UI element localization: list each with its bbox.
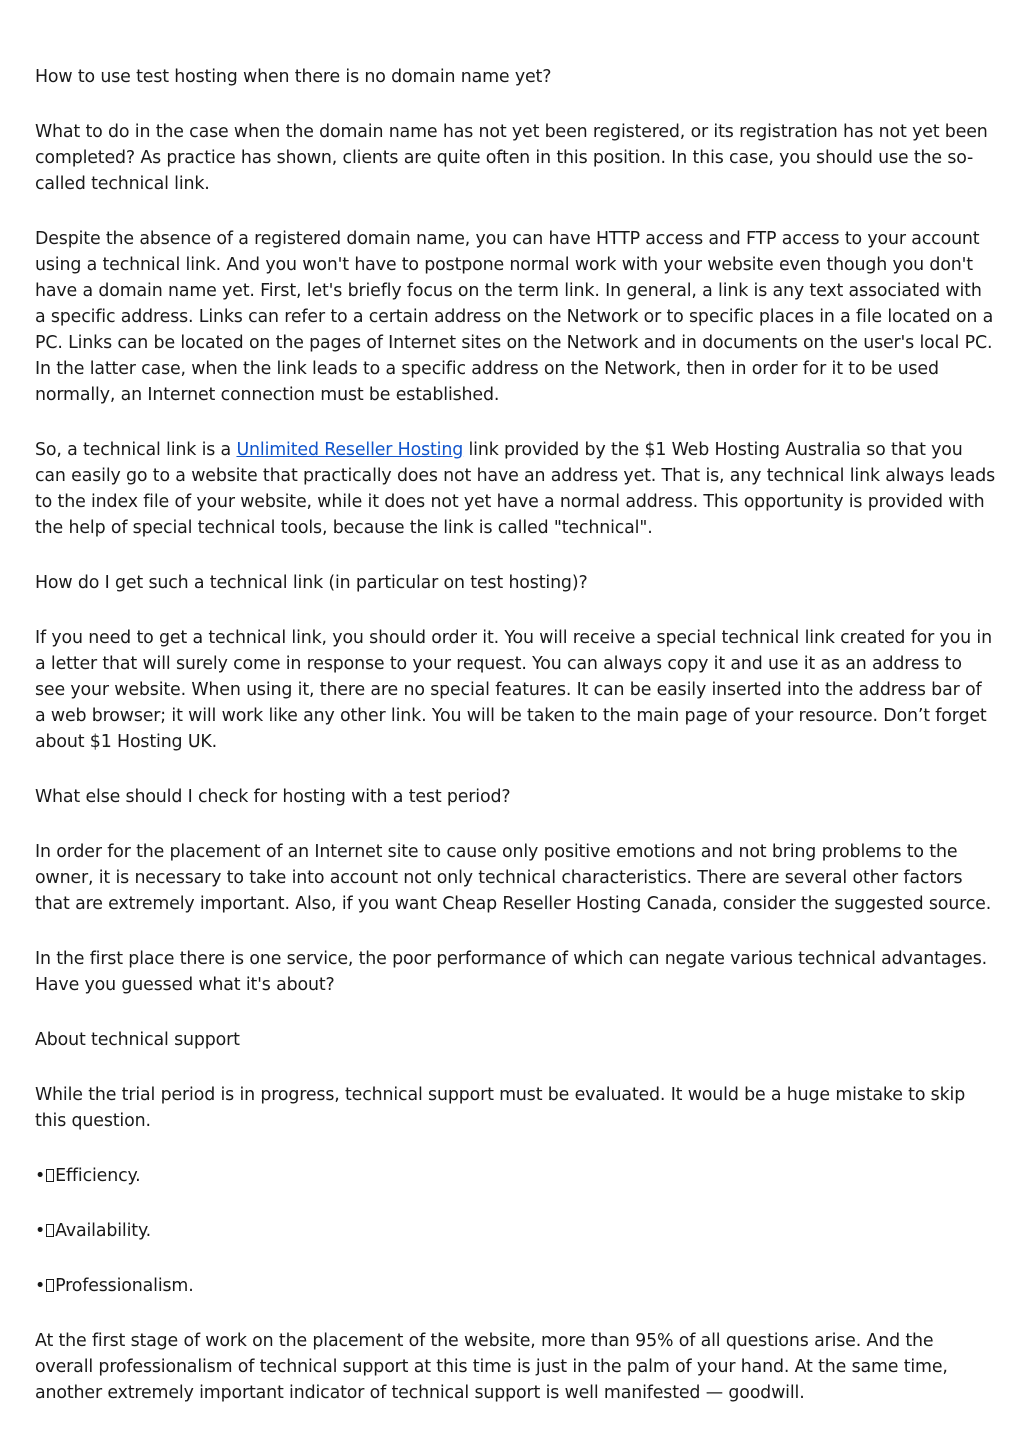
paragraph-evaluate-support: While the trial period is in progress, technical support must be evaluated. It would be a huge mistake to skip this question.: [35, 1085, 966, 1131]
bullet-label: Availability.: [55, 1221, 151, 1241]
missing-glyph-icon: [46, 1169, 54, 1182]
bullet-dot: •: [35, 1221, 46, 1241]
paragraph-technical-link-definition: [35, 437, 995, 541]
bullet-dot: •: [35, 1276, 46, 1296]
heading-no-domain: How to use test hosting when there is no domain name yet?: [35, 67, 552, 87]
paragraph-first-stage: At the first stage of work on the placement of the website, more than 95% of all questions arise. And the overall professionalism of technical support at this time is just in the palm of your hand. At the same time, another extremely important indicator of technical support is well manifested — goodwill.: [35, 1331, 948, 1403]
heading-technical-support: About technical support: [35, 1030, 240, 1050]
bullet-item: [35, 1273, 995, 1299]
paragraph-text-after-link: link provided by the $1 Web Hosting Australia so that you can easily go to a website that practically does not have an address yet. That is, any technical link always leads to the index file of your website, while it does not yet have a normal address. This opportunity is provided with the help of special technical tools, because the link is called "technical".: [35, 440, 995, 538]
unlimited-reseller-hosting-link[interactable]: Unlimited Reseller Hosting: [236, 440, 464, 460]
heading-check-test-period: What else should I check for hosting with a test period?: [35, 787, 511, 807]
heading-get-technical-link: How do I get such a technical link (in particular on test hosting)?: [35, 573, 588, 593]
bullet-dot: •: [35, 1166, 46, 1186]
paragraph-order-technical-link: If you need to get a technical link, you should order it. You will receive a special technical link created for you in a letter that will surely come in response to your request. You can always copy it and use it as an address to see your website. When using it, there are no special features. It can be easily inserted into the address bar of a web browser; it will work like any other link. You will be taken to the main page of your resource. Don’t forget about $1 Hosting UK.: [35, 628, 992, 752]
paragraph-text-before-link: So, a technical link is a: [35, 440, 237, 460]
missing-glyph-icon: [46, 1279, 54, 1292]
bullet-item: [35, 1218, 995, 1244]
bullet-label: Efficiency.: [55, 1166, 141, 1186]
document-body: [35, 64, 995, 1435]
bullet-item: [35, 1163, 995, 1189]
paragraph-one-service: In the first place there is one service, the poor performance of which can negate various technical advantages. Have you guessed what it's about?: [35, 949, 987, 995]
paragraph-domain-not-registered: What to do in the case when the domain name has not yet been registered, or its registration has not yet been completed? As practice has shown, clients are quite often in this position. In this case, you should use the so-called technical link.: [35, 122, 988, 194]
missing-glyph-icon: [46, 1224, 54, 1237]
paragraph-placement-factors: In order for the placement of an Internet site to cause only positive emotions and not bring problems to the owner, it is necessary to take into account not only technical characteristics. There are several other factors that are extremely important. Also, if you want Cheap Reseller Hosting Canada, consider the suggested source.: [35, 842, 992, 914]
paragraph-technical-link-access: Despite the absence of a registered domain name, you can have HTTP access and FTP access to your account using a technical link. And you won't have to postpone normal work with your website even though you don't have a domain name yet. First, let's briefly focus on the term link. In general, a link is any text associated with a specific address. Links can refer to a certain address on the Network or to specific places in a file located on a PC. Links can be located on the pages of Internet sites on the Network and in documents on the user's local PC. In the latter case, when the link leads to a specific address on the Network, then in order for it to be used normally, an Internet connection must be established.: [35, 229, 994, 405]
bullet-label: Professionalism.: [55, 1276, 194, 1296]
